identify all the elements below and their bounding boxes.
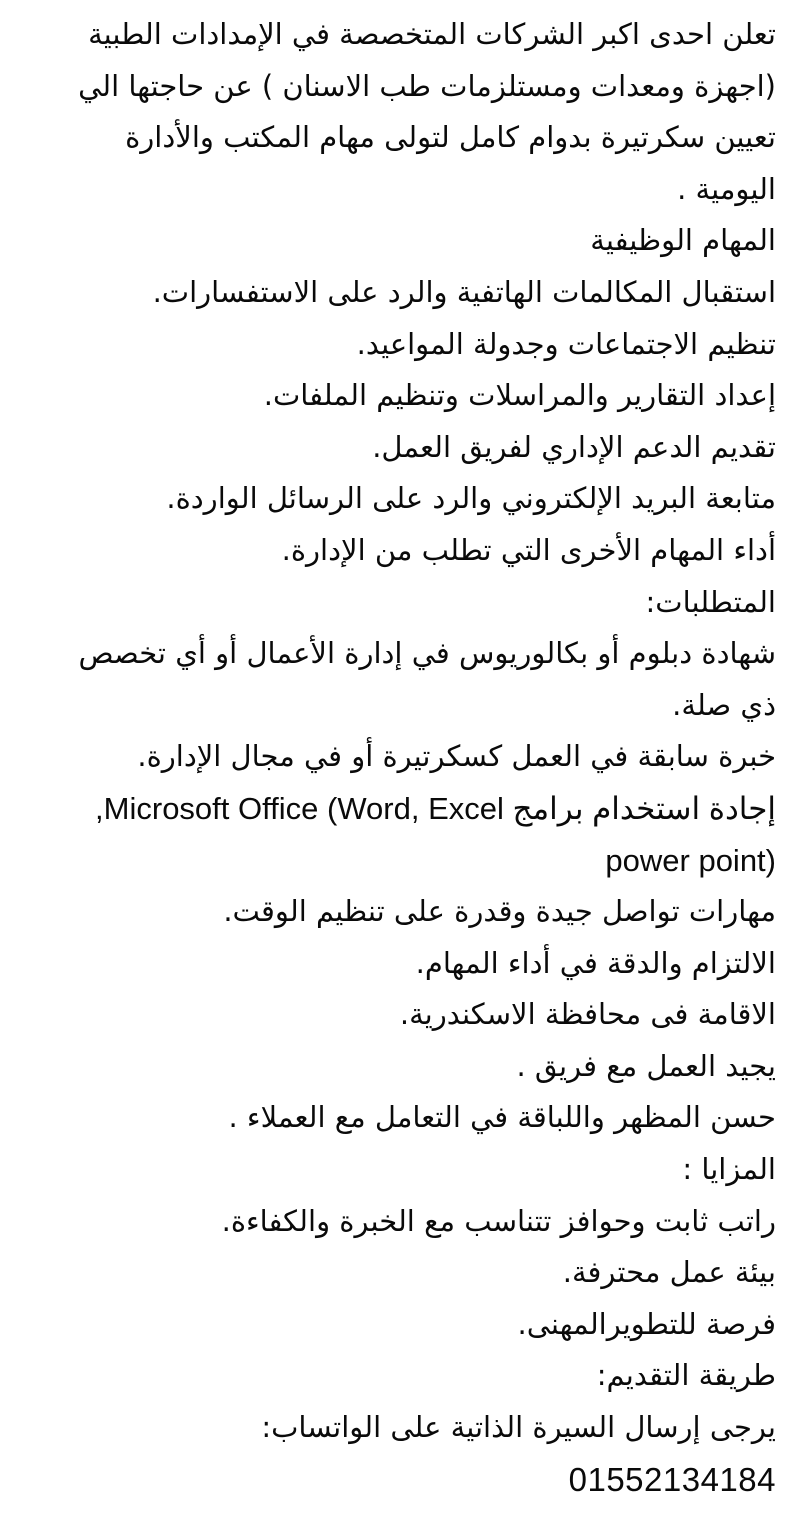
section-heading-duties: المهام الوظيفية [590,223,776,258]
requirement-item: خبرة سابقة في العمل كسكرتيرة أو في مجال الإدارة. [137,739,776,774]
job-announcement-text [20,9,776,1505]
requirement-item: مهارات تواصل جيدة وقدرة على تنظيم الوقت. [223,894,776,929]
duty-item: إعداد التقارير والمراسلات وتنظيم الملفات. [263,378,776,413]
apply-instruction: يرجى إرسال السيرة الذاتية على الواتساب: [261,1410,776,1445]
duty-item: تقديم الدعم الإداري لفريق العمل. [372,429,776,464]
requirement-item-continued: ذي صلة. [672,687,776,722]
requirement-item: حسن المظهر واللباقة في التعامل مع العملاء . [228,1100,776,1135]
benefit-item: بيئة عمل محترفة. [562,1255,776,1290]
duty-item: أداء المهام الأخرى التي تطلب من الإدارة. [281,532,776,567]
intro-line-1: تعلن احدى اكبر الشركات المتخصصة في الإمدادات الطبية [88,17,776,51]
duty-item: استقبال المكالمات الهاتفية والرد على الاستفسارات. [152,274,776,309]
section-heading-how-to-apply: طريقة التقديم: [596,1358,776,1393]
whatsapp-phone-number: 01552134184 [568,1460,776,1498]
benefit-item: فرصة للتطويرالمهنى. [517,1306,776,1341]
requirement-item: شهادة دبلوم أو بكالوريوس في إدارة الأعمال أو أي تخصص [78,636,776,671]
section-heading-benefits: المزايا : [682,1152,776,1187]
intro-line-3: تعيين سكرتيرة بدوام كامل لتولى مهام المكتب والأدارة [125,120,776,155]
requirement-item-office-continued: power point) [605,842,776,878]
intro-line-4: اليومية . [677,171,776,206]
intro-line-2: (اجهزة ومعدات ومستلزمات طب الاسنان ) عن حاجتها الي [78,68,776,103]
requirement-item: يجيد العمل مع فريق . [516,1048,776,1083]
duty-item: متابعة البريد الإلكتروني والرد على الرسائل الواردة. [166,481,776,516]
requirement-item: الالتزام والدقة في أداء المهام. [415,945,776,980]
requirement-item: الاقامة فى محافظة الاسكندرية. [399,997,776,1032]
benefit-item: راتب ثابت وحوافز تتناسب مع الخبرة والكفاءة. [221,1203,776,1238]
requirement-item-office: إجادة استخدام برامج Microsoft Office (Word, Excel, [95,790,776,826]
section-heading-requirements: المتطلبات: [645,584,776,619]
duty-item: تنظيم الاجتماعات وجدولة المواعيد. [356,326,776,361]
